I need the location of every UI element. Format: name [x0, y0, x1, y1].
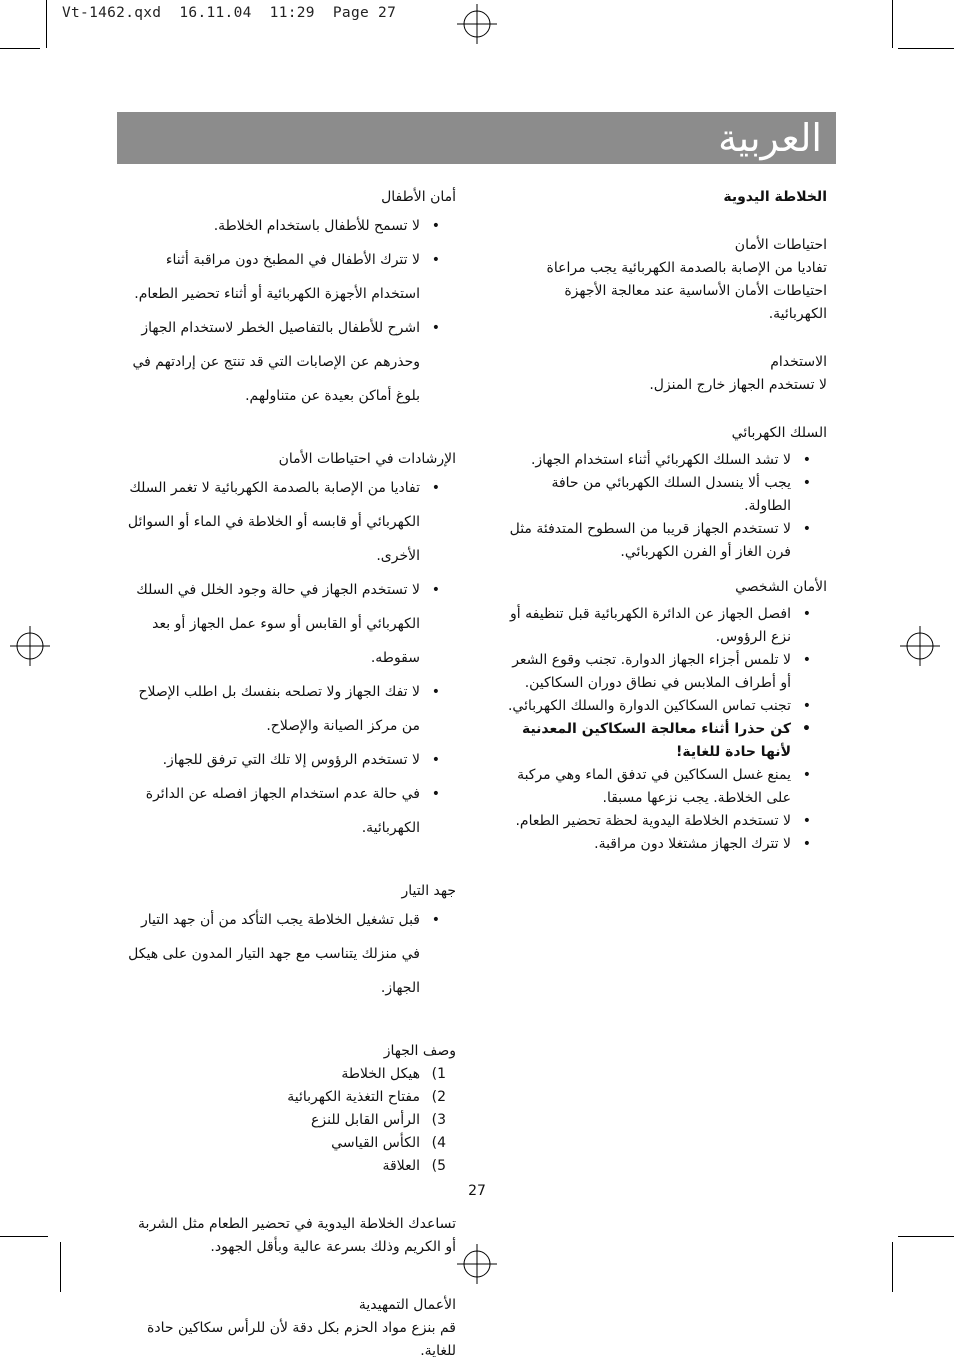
list-item: • اشرح للأطفال بالتفاصيل الخطر لاستخدام الجهاز وحذرهم عن الإصابات التي قد تنتج عن إرادتهم في بلوغ أماكن بعيدة عن متناولهم.: [126, 311, 456, 413]
banner-title: العربية: [718, 116, 822, 160]
part-item: 4) الكأس القياسي: [331, 1135, 446, 1151]
usage-paragraph: لا تستخدم الجهاز خارج المنزل.: [649, 377, 827, 393]
intro-paragraph: تساعدك الخلاطة اليدوية في تحضير الطعام مثل الشربة أو الكريم وذلك بسرعة عالية وبأقل الجهود.: [138, 1216, 456, 1255]
voltage-list: [126, 903, 456, 1005]
registration-mark-right: [900, 626, 940, 666]
section-heading-child-safety: أمان الأطفال: [381, 189, 456, 205]
part-item: 3) الرأس القابل للنزع: [311, 1112, 446, 1128]
list-item: • لا تفك الجهاز ولا تصلحه بنفسك بل اطلب الإصلاح من مركز الصيانة والإصلاح.: [126, 675, 456, 743]
section-heading-power-cord: السلك الكهربائي: [731, 425, 827, 441]
list-item: • لا تسمح للأطفال باستخدام الخلاطة.: [126, 209, 456, 243]
list-item: • لا تستخدم الرؤوس إلا تلك التي ترفق للجهاز.: [126, 743, 456, 777]
list-item: • لا تشد السلك الكهربائي أثناء استخدام الجهاز.: [502, 449, 827, 472]
document-title: الخلاطة اليدوية: [723, 189, 827, 205]
left-column: [502, 186, 827, 856]
list-item: • لا تستخدم الجهاز قريبا من السطوح المتدفئة مثل فرن الغاز أو الفرن الكهربائي.: [502, 518, 827, 564]
section-heading-safety-precautions: احتياطات الأمان: [734, 237, 827, 253]
registration-mark-top: [457, 4, 497, 44]
part-item: 2) مفتاح التغذية الكهربائية: [287, 1089, 446, 1105]
part-item: 5) العلاقة: [382, 1158, 446, 1174]
registration-mark-left: [10, 626, 50, 666]
safety-instructions-list: [126, 471, 456, 845]
list-item: • قبل تشغيل الخلاطة يجب التأكد من أن جهد التيار في منزلك يتناسب مع جهد التيار المدون على هيكل الجهاز.: [126, 903, 456, 1005]
list-item: • افصل الجهاز عن الدائرة الكهربائية قبل تنظيفه أو نزع الرؤوس.: [502, 603, 827, 649]
section-heading-preparation: الأعمال التمهيدية: [358, 1297, 456, 1313]
language-banner: [117, 112, 836, 164]
part-item: 1) هيكل الخلاطة: [341, 1066, 446, 1082]
section-heading-usage: الاستخدام: [770, 354, 827, 370]
power-cord-list: [502, 449, 827, 564]
list-item: • يمنع غسل السكاكين في تدفق الماء وهي مركبة على الخلاطة. يجب نزعها مسبقا.: [502, 764, 827, 810]
list-item: • لا تستخدم الجهاز في حالة وجود الخلل في السلك الكهربائي أو القابس أو سوء عمل الجهاز أو بعد سقوطه.: [126, 573, 456, 675]
list-item-warning: • كن حذرا أثناء معالجة السكاكين المعدنية لأنها حادة للغاية!: [502, 718, 827, 764]
section-heading-personal-safety: الأمان الشخصي: [735, 579, 827, 595]
section-heading-voltage: جهد التيار: [401, 883, 456, 899]
page-number: 27: [468, 1183, 486, 1199]
safety-paragraph: تفاديا من الإصابة بالصدمة الكهربائية يجب مراعاة احتياطات الأمان الأساسية عند معالجة الأجهزة الكهربائية.: [546, 260, 827, 322]
registration-mark-bottom: [457, 1244, 497, 1284]
list-item: • لا تترك الجهاز مشتغلا دون مراقبة.: [502, 833, 827, 856]
list-item: • لا تلمس أجزاء الجهاز الدوارة. تجنب وقوع الشعر أو أطراف الملابس في نطاق دوران السكاكين.: [502, 649, 827, 695]
preparation-paragraph: قم بنزع مواد الحزم بكل دقة لأن للرأس سكاكين حادة للغاية.: [147, 1320, 456, 1359]
section-heading-device-description: وصف الجهاز: [383, 1043, 456, 1059]
personal-safety-list: [502, 603, 827, 856]
list-item: • في حالة عدم استخدام الجهاز افصله عن الدائرة الكهربائية.: [126, 777, 456, 845]
child-safety-list: [126, 209, 456, 413]
section-heading-safety-instructions: الإرشادات في احتياطات الأمان: [278, 451, 456, 467]
list-item: • يجب ألا ينسدل السلك الكهربائي من حافة الطاولة.: [502, 472, 827, 518]
file-slug-line: Vt-1462.qxd 16.11.04 11:29 Page 27: [62, 5, 397, 21]
list-item: • تجنب تماس السكاكين الدوارة والسلك الكهربائي.: [502, 695, 827, 718]
list-item: • لا تستخدم الخلاطة اليدوية لحظة تحضير الطعام.: [502, 810, 827, 833]
parts-list: [126, 1063, 456, 1178]
list-item: • تفاديا من الإصابة بالصدمة الكهربائية لا تغمر السلك الكهربائي أو قابسه أو الخلاطة في الماء أو السوائل الأخرى.: [126, 471, 456, 573]
list-item: • لا تترك الأطفال في المطبخ دون مراقبة أثناء استخدام الأجهزة الكهربائية أو أثناء تحضير الطعام.: [126, 243, 456, 311]
